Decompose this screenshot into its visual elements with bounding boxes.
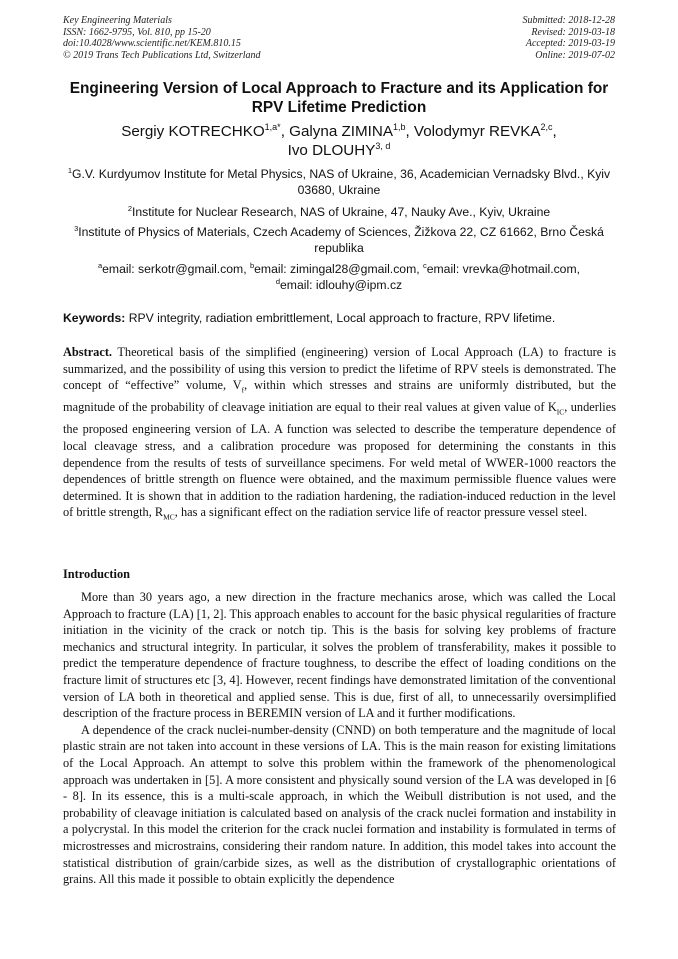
author-affiliation-mark: 2,c — [540, 122, 553, 132]
accepted-date: Accepted: 2019-03-19 — [525, 38, 615, 50]
issn-line: ISSN: 1662-9795, Vol. 810, pp 15-20 — [63, 26, 211, 38]
affiliation-2: $^2$Institute for Nuclear Research, NAS of Ukraine, 47, Nauky Ave., Kyiv, Ukraine — [127, 204, 551, 219]
author-name: Ivo DLOUHY — [287, 141, 376, 159]
email-list: $^a$email: serkotr@gmail.com, $^b$email: zimingal28@gmail.com, $^c$email: vrevka@hotmail.com, $^d$email: idlouhy@ipm.cz — [97, 261, 580, 292]
journal-name: Key Engineering Materials — [63, 15, 172, 26]
author-list: Sergiy $KOTRECHKO^{1,a*}$, Galyna ZIMINA$^{1,b}$, Volodymyr REVKA$^{2,c}$, Ivo DLOUHY$^{3, d}$ — [121, 122, 557, 159]
revised-date: Revised: 2019-03-18 — [531, 26, 615, 38]
email-a: email: serkotr@gmail.com, — [102, 262, 250, 276]
abstract: Abstract. Theoretical basis of the simplified (engineering) version of Local Approach (LA) to fracture is summarized, and the possibility of using this version to predict the lifetime of RPV steels is demonstrated. The concept of “effective” volume, $V_f$, within which stresses and strains are uniformly distributed, but the magnitude of the probability of cleavage initiation are equal to their real values at given value of $K_{IC}$, underlies the proposed engineering version of LA. A function was selected to describe the temperature dependence of local cleavage stress, and a calibration procedure was proposed for determining the constants in this dependence from the results of tests of surveillance specimens. For weld metal of WWER-1000 reactors the dependences of brittle strength on fluence were obtained, and the maximum permissible fluence values were determined. It is shown that in addition to the radiation hardening, the radiation-induced reduction in the level of brittle strength, $R_{MC}$, has a significant effect on the radiation service life of reactor pressure vessel steel. — [63, 345, 616, 522]
email-c: email: vrevka@hotmail.com, — [426, 262, 580, 276]
author-affiliation-mark: 3, d — [375, 140, 391, 151]
affiliation-1: $^1$G.V. Kurdyumov Institute for Metal Physics, NAS of Ukraine, 36, Academician Vernadsky Blvd., Kyiv 03680, Ukraine — [67, 166, 611, 197]
submitted-date: Submitted: 2018-12-28 — [522, 15, 615, 26]
affiliation-3: $^3$Institute of Physics of Materials, Czech Academy of Sciences, Žižkova 22, CZ 61662, Brno Česká republika — [74, 224, 604, 255]
paragraph: A dependence of the crack nuclei-number-density (CNND) on both temperature and the magnitude of local plastic strain are not taken into account in these versions of LA. This is the main reason for existing limitations of the Local Approach. An attempt to solve this problem within the framework of the phenomenological approach was undertaken in [5]. A more consistent and physically sound version of the LA was developed in [6 - 8]. In its essence, this is a multi-scale approach, in which the Weibull distribution is not used, and the probability of cleavage initiation is calculated based on analysis of the crack nuclei formation and instability in a polycrystal. In this model the criterion for the crack nuclei formation and instability is formulated in terms of microstresses and microstrains, considering their random nature. In addition, this model takes into account the statistical distribution of grain/carbide sizes, as well as the distribution of crystallographic orientations of grains. All this made it possible to obtain explicitly the dependence — [63, 722, 616, 887]
author-name: Galyna ZIMINA — [289, 123, 393, 140]
paper-title: Engineering Version of Local Approach to Fracture and its Application for RPV Lifetime Prediction — [69, 80, 609, 116]
journal-info — [63, 15, 261, 61]
author-name: Volodymyr REVKA — [413, 123, 541, 140]
abstract-label: Abstract. — [63, 345, 113, 359]
author-affiliation-mark: 1,a* — [264, 122, 281, 132]
email-b: email: zimingal28@gmail.com, — [254, 262, 423, 276]
symbol-vf: $V_f$ — [232, 378, 245, 395]
online-date: Online: 2019-07-02 — [535, 49, 615, 61]
doi-line: doi:10.4028/www.scientific.net/KEM.810.15 — [63, 38, 241, 50]
submission-dates — [523, 15, 616, 61]
keywords-text: RPV integrity, radiation embrittlement, Local approach to fracture, RPV lifetime. — [125, 311, 556, 325]
author-name: Sergiy KOTRECHKO — [121, 123, 265, 140]
keywords-label: Keywords: — [63, 311, 126, 325]
symbol-rmc: $R_{MC}$ — [154, 505, 175, 522]
keywords — [63, 311, 616, 326]
symbol-kic: $K_{IC}$ — [547, 400, 565, 417]
author-affiliation-mark: 1,b — [392, 122, 406, 132]
copyright-line: © 2019 Trans Tech Publications Ltd, Switzerland — [63, 49, 261, 61]
email-d: email: idlouhy@ipm.cz — [280, 277, 403, 292]
introduction-body — [63, 589, 616, 888]
paragraph: More than 30 years ago, a new direction in the fracture mechanics arose, which was called the Local Approach to fracture (LA) [1, 2]. This approach enables to account for the basic physical regularities of fracture initiation in the vicinity of the crack or notch tip. This is the basis for solving key problems of fracture mechanics and structural integrity. In particular, it solves the problem of transferability, makes it possible to predict the temperature dependence of fracture toughness, to describe the effect of loading conditions on the fracture limit of structures etc [3, 4]. However, recent findings have demonstrated limitation of the conventional version of LA both in theoretical and applied sense. This is due, first of all, to unnecessarily oversimplified description of the fracture process in BEREMIN version of LA and it further modifications. — [63, 590, 616, 721]
section-heading: Introduction — [63, 567, 130, 581]
